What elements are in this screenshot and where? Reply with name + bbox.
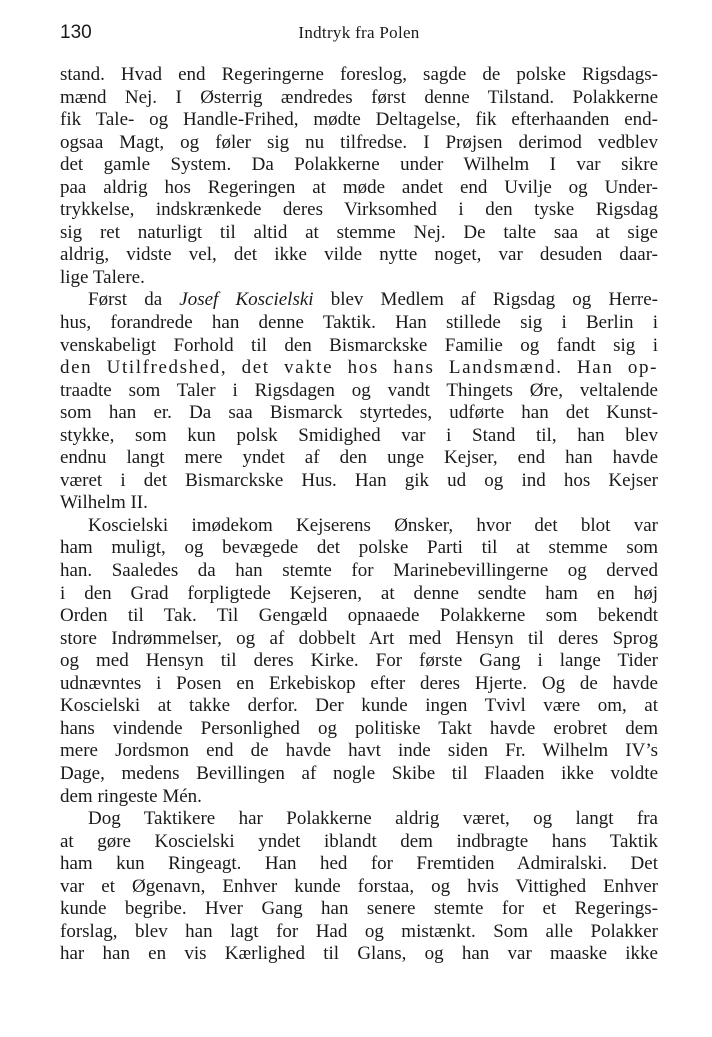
- text-line: udnævntes i Posen en Erkebiskop efter deres Hjerte. Og de havde: [60, 672, 658, 694]
- text-line: paa aldrig hos Regeringen at møde andet end Uvilje og Under-: [60, 176, 658, 198]
- text-line: hus, forandrede han denne Taktik. Han stillede sig i Berlin i: [60, 312, 658, 334]
- text-line: kunde begribe. Hver Gang han senere stemte for et Regerings-: [60, 898, 658, 920]
- text-line: sig ret naturligt til altid at stemme Nej. De talte saa at sige: [60, 221, 658, 243]
- text-line: stand. Hvad end Regeringerne foreslog, sagde de polske Rigsdags-: [60, 64, 658, 85]
- text-line: Koscielski at takke derfor. Der kunde ingen Tvivl være om, at: [60, 695, 658, 717]
- text-line: lige Talere.: [60, 266, 145, 288]
- text-line: ham muligt, og bevægede det polske Parti til at stemme som: [60, 537, 658, 559]
- text-line: hans vindende Personlighed og politiske Takt havde erobret dem: [60, 717, 658, 739]
- text-line: at gøre Koscielski yndet iblandt dem indbragte hans Taktik: [60, 830, 658, 852]
- text-line: aldrig, vidste vel, det ikke vilde nytte noget, var desuden daar-: [60, 244, 658, 266]
- text-line: Koscielski imødekom Kejserens Ønsker, hvor det blot var: [88, 514, 658, 536]
- text-line: venskabeligt Forhold til den Bismarckske Familie og fandt sig i: [60, 334, 658, 356]
- text-line: dem ringeste Mén.: [60, 785, 202, 807]
- text-line: og med Hensyn til deres Kirke. For første Gang i lange Tider: [60, 650, 658, 672]
- text-line: Orden til Tak. Til Gengæld opnaaede Polakkerne som bekendt: [60, 605, 658, 627]
- text-line: har han en vis Kærlighed til Glans, og han var maaske ikke: [60, 943, 658, 965]
- text-line: endnu langt mere yndet af den unge Kejser, end han havde: [60, 447, 658, 469]
- text-line: Dage, medens Bevillingen af nogle Skibe til Flaaden ikke voldte: [60, 762, 658, 784]
- text-line: traadte som Taler i Rigsdagen og vandt Thingets Øre, veltalende: [60, 379, 658, 401]
- text-line: Wilhelm II.: [60, 492, 148, 514]
- text-line: [60, 289, 658, 312]
- text-line: han. Saaledes da han stemte for Marinebevillingerne og derved: [60, 560, 658, 582]
- text-line: Dog Taktikere har Polakkerne aldrig været, og langt fra: [88, 808, 658, 830]
- person-name: Josef Koscielski: [179, 289, 314, 311]
- text-line: i den Grad forpligtede Kejseren, at denne sendte ham en høj: [60, 582, 658, 604]
- text-line: mænd Nej. I Østerrig ændredes først denne Tilstand. Polakkerne: [60, 86, 658, 108]
- page-header: [60, 22, 658, 46]
- running-title: Indtryk fra Polen: [298, 23, 420, 42]
- text-line: stykke, som kun polsk Smidighed var i Stand til, han blev: [60, 424, 658, 446]
- text-segment: blev Medlem af Rigsdag og Herre-: [313, 289, 659, 311]
- text-line: som han er. Da saa Bismarck styrtedes, udførte han det Kunst-: [60, 402, 658, 424]
- text-line: været i det Bismarckske Hus. Han gik ud og ind hos Kejser: [60, 469, 658, 491]
- text-line: den Utilfredshed, det vakte hos hans Landsmænd. Han op-: [60, 357, 658, 379]
- body-text: [60, 64, 658, 966]
- text-line: store Indrømmelser, og af dobbelt Art med Hensyn til deres Sprog: [60, 627, 658, 649]
- text-line: var et Øgenavn, Enhver kunde forstaa, og hvis Vittighed Enhver: [60, 875, 658, 897]
- text-segment: Først da: [88, 289, 180, 311]
- text-line: mere Jordsmon end de havde havt inde siden Fr. Wilhelm IV’s: [60, 740, 658, 762]
- text-line: forslag, blev han lagt for Had og mistænkt. Som alle Polakker: [60, 920, 658, 942]
- page-number: 130: [60, 22, 92, 43]
- text-line: fik Tale- og Handle-Frihed, mødte Deltagelse, fik efterhaanden end-: [60, 109, 658, 131]
- text-line: ogsaa Magt, og føler sig nu tilfredse. I Prøjsen derimod vedblev: [60, 131, 658, 153]
- text-line: trykkelse, indskrænkede deres Virksomhed i den tyske Rigsdag: [60, 199, 658, 221]
- text-line: det gamle System. Da Polakkerne under Wilhelm I var sikre: [60, 154, 658, 176]
- text-line: ham kun Ringeagt. Han hed for Fremtiden Admiralski. Det: [60, 853, 658, 875]
